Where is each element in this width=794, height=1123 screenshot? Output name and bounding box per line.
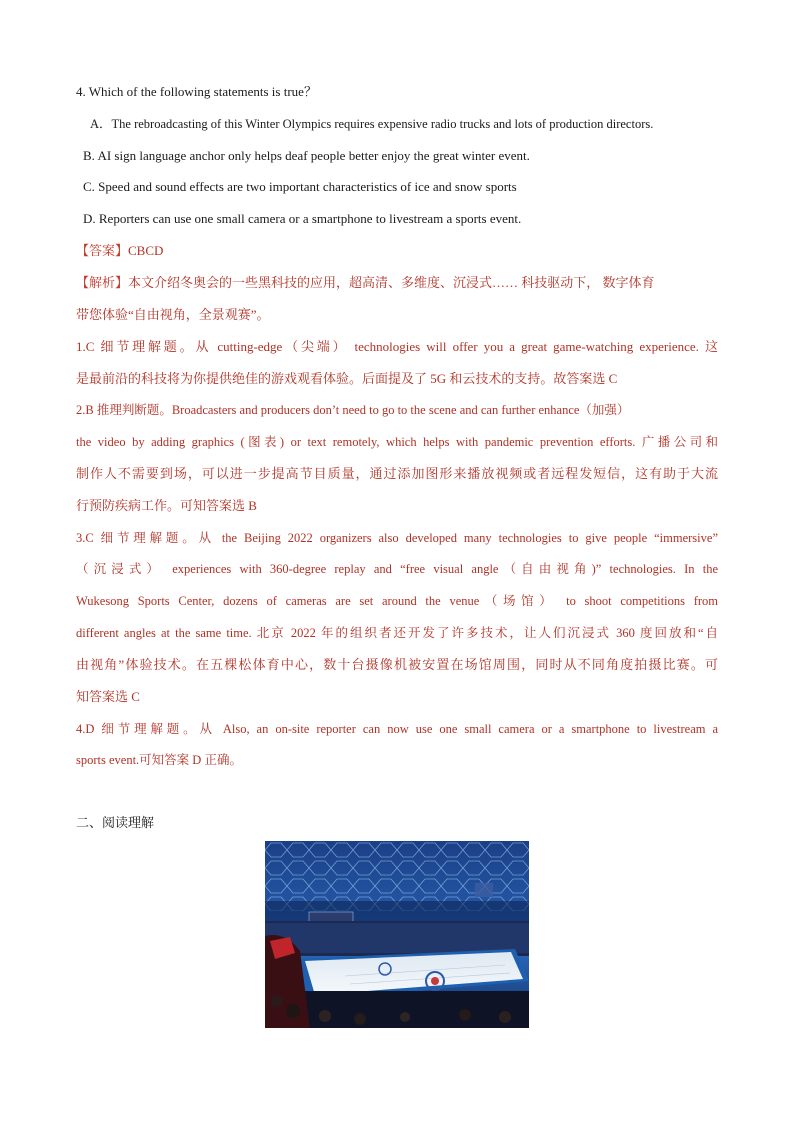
analysis-line-15: 4.D 细节理解题。从 Also, an on-site reporter can now use one small camera or a smartphone to livestream a bbox=[76, 722, 718, 736]
option-b: B. AI sign language anchor only helps deaf people better enjoy the great winter event. bbox=[83, 148, 530, 163]
analysis-line-2: 带您体验“自由视角，全景观赛”。 bbox=[76, 307, 270, 322]
question-stem: 4. Which of the following statements is true？ bbox=[76, 84, 317, 99]
answer-value: CBCD bbox=[128, 243, 164, 258]
answer-label: 【答案】 bbox=[76, 243, 129, 258]
analysis-line-16: sports event.可知答案 D 正确。 bbox=[76, 753, 242, 767]
analysis-line-12: different angles at the same time. 北京 2022 年的组织者还开发了许多技术，让人们沉浸式 360 度回放和“自 bbox=[76, 626, 718, 640]
analysis-text: 本文介绍冬奥会的一些黑科技的应用，超高清、多维度、沉浸式…… 科技驱动下， 数字体育 bbox=[128, 275, 655, 290]
analysis-line-3: 1.C 细节理解题。从 cutting-edge（尖端） technologies will offer you a great game-watching experience. 这 bbox=[76, 339, 718, 354]
analysis-line-14: 知答案选 C bbox=[76, 689, 140, 704]
analysis-line-8: 行预防疾病工作。可知答案选 B bbox=[76, 498, 257, 513]
analysis-line-9: 3.C 细节理解题。从 the Beijing 2022 organizers also developed many technologies to give people “immersive” bbox=[76, 531, 718, 545]
analysis-label: 【解析】 bbox=[76, 275, 129, 290]
option-a: A．The rebroadcasting of this Winter Olympics requires expensive radio trucks and lots of production directors. bbox=[90, 117, 654, 131]
analysis-line-4: 是最前沿的科技将为你提供绝佳的游戏观看体验。后面提及了 5G 和云技术的支持。故答案选 C bbox=[76, 371, 618, 386]
analysis-line-6: the video by adding graphics (图表) or text remotely, which helps with pandemic prevention efforts. 广播公司和 bbox=[76, 435, 718, 449]
answer-line bbox=[76, 242, 163, 260]
analysis-line-7: 制作人不需要到场，可以进一步提高节目质量，通过添加图形来播放视频或者远程发短信，这有助于大流 bbox=[76, 466, 718, 481]
analysis-line-5: 2.B 推理判断题。Broadcasters and producers don’t need to go to the scene and can further enhance（加强） bbox=[76, 403, 630, 417]
option-c: C. Speed and sound effects are two important characteristics of ice and snow sports bbox=[83, 179, 517, 194]
analysis-line-11: Wukesong Sports Center, dozens of cameras are set around the venue（场馆） to shoot competitions from bbox=[76, 594, 718, 608]
analysis-line-1 bbox=[76, 274, 655, 292]
curling-arena-photo bbox=[265, 841, 529, 1028]
analysis-line-10: （沉浸式） experiences with 360-degree replay and “free visual angle（自由视角)” technologies. In the bbox=[76, 562, 718, 576]
analysis-line-13: 由视角”体验技术。在五棵松体育中心，数十台摄像机被安置在场馆周围，同时从不同角度拍摄比赛。可 bbox=[76, 657, 718, 672]
option-d: D. Reporters can use one small camera or a smartphone to livestream a sports event. bbox=[83, 211, 522, 226]
section-title: 二、阅读理解 bbox=[76, 816, 155, 831]
